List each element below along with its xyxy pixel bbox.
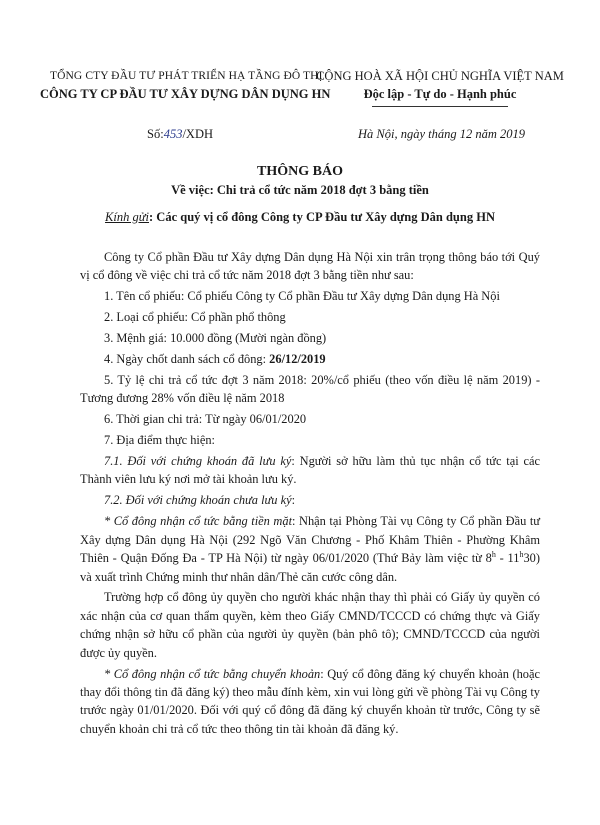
item-6: 6. Thời gian chi trả: Từ ngày 06/01/2020: [104, 412, 307, 427]
document-title: THÔNG BÁO: [257, 164, 343, 179]
item-5: 5. Tỷ lệ chi trả cổ tức đợt 3 năm 2018: 20%/cổ phiếu (theo vốn điều lệ năm 2019) - Tương đương 28% vốn điều lệ năm 2018: [80, 372, 540, 406]
item-2: 2. Loại cổ phiếu: Cổ phần phổ thông: [104, 310, 286, 325]
recipient-line: [0, 210, 600, 225]
cash-sup-1: h: [491, 549, 496, 559]
transfer-label: * Cổ đông nhận cổ tức bằng chuyển khoản: [104, 666, 321, 681]
motto: Độc lập - Tự do - Hạnh phúc: [363, 87, 517, 101]
section-7-1-label: 7.1. Đối với chứng khoán đã lưu ký: [104, 454, 292, 469]
item-4-value: 26/12/2019: [269, 352, 326, 367]
section-7-1: [80, 452, 540, 489]
item-4-label: 4. Ngày chốt danh sách cổ đông:: [104, 352, 270, 367]
reference-number: [147, 127, 213, 142]
section-7-1-text: : Người sở hữu làm thủ tục nhận cổ tức tại các Thành viên lưu ký nơi mở tài khoản lưu ký.: [80, 454, 540, 487]
section-7-2-text: :: [291, 493, 296, 508]
cash-text-3: 30) và xuất trình Chứng minh thư nhân dân/Thẻ căn cước công dân.: [80, 551, 540, 584]
document-body: [80, 248, 540, 741]
ref-number-handwritten: 453: [163, 127, 183, 141]
ref-suffix: /XDH: [182, 127, 213, 141]
cash-label: * Cổ đông nhận cổ tức bằng tiền mặt: [104, 514, 293, 529]
item-4: [80, 350, 540, 368]
item-3: 3. Mệnh giá: 10.000 đồng (Mười ngàn đồng): [104, 331, 327, 346]
nation-title: CỘNG HOÀ XÃ HỘI CHỦ NGHĨA VIỆT NAM: [316, 69, 564, 83]
cash-sup-2: h: [519, 549, 524, 559]
intro-paragraph: Công ty Cổ phần Đầu tư Xây dựng Dân dụng Hà Nội xin trân trọng thông báo tới Quý vị cổ đông về việc chi trả cổ tức năm 2018 đợt 3 bằng tiền như sau:: [80, 250, 540, 283]
recipient-label: Kính gửi: [105, 210, 149, 224]
recipient-text: : Các quý vị cổ đông Công ty CP Đầu tư Xây dựng Dân dụng HN: [149, 210, 495, 224]
item-1: 1. Tên cổ phiếu: Cổ phiếu Công ty Cổ phần Đầu tư Xây dựng Dân dụng Hà Nội: [104, 289, 500, 304]
transfer-paragraph: [80, 665, 540, 739]
item-7: 7. Địa điểm thực hiện:: [104, 433, 215, 448]
cash-text-1: : Nhận tại Phòng Tài vụ Công ty Cổ phần Đầu tư Xây dựng Dân dụng Hà Nội (292 Ngõ Văn Chương - Phố Khâm Thiên - Phường Khâm Thiên - Quận Đống Đa - TP Hà Nội) từ ngày 06/01/2020 (Thứ Bảy làm việc từ 8: [80, 514, 540, 566]
transfer-text: : Quý cổ đông đăng ký chuyển khoản (hoặc thay đổi thông tin đã đăng ký) theo mẫu đính kèm, xin vui lòng gửi về phòng Tài vụ Công ty trước ngày 01/01/2020. Đối với quý cổ đông đã đăng ký chuyển khoản từ trước, Công ty sẽ chuyển khoản chi trả cổ tức theo thông tin tài khoản đã đăng ký.: [80, 666, 541, 736]
document-subject: Về việc: Chi trả cổ tức năm 2018 đợt 3 bằng tiền: [171, 183, 429, 197]
cash-text-2: - 11: [495, 551, 520, 566]
ref-prefix: Số:: [147, 127, 164, 141]
section-7-2-label: 7.2. Đối với chứng khoán chưa lưu ký: [104, 493, 292, 508]
motto-underline: [372, 106, 508, 107]
section-7-2: [80, 491, 540, 509]
date-line: Hà Nội, ngày tháng 12 năm 2019: [358, 127, 526, 141]
proxy-paragraph: Trường hợp cổ đông ủy quyền cho người khác nhận thay thì phải có Giấy ủy quyền có xác nhận của cơ quan thẩm quyền, kèm theo Giấy CMND/TCCCD có chứng thực và Giấy chứng nhận sở hữu cổ phần của người ủy quyền (bản phô tô); CMND/TCCCD của người được ủy quyền.: [80, 590, 540, 660]
org-name: CÔNG TY CP ĐẦU TƯ XÂY DỰNG DÂN DỤNG HN: [40, 87, 331, 101]
org-parent: TỔNG CTY ĐẦU TƯ PHÁT TRIỂN HẠ TẦNG ĐÔ THỊ: [50, 70, 323, 82]
cash-paragraph: [80, 512, 540, 586]
